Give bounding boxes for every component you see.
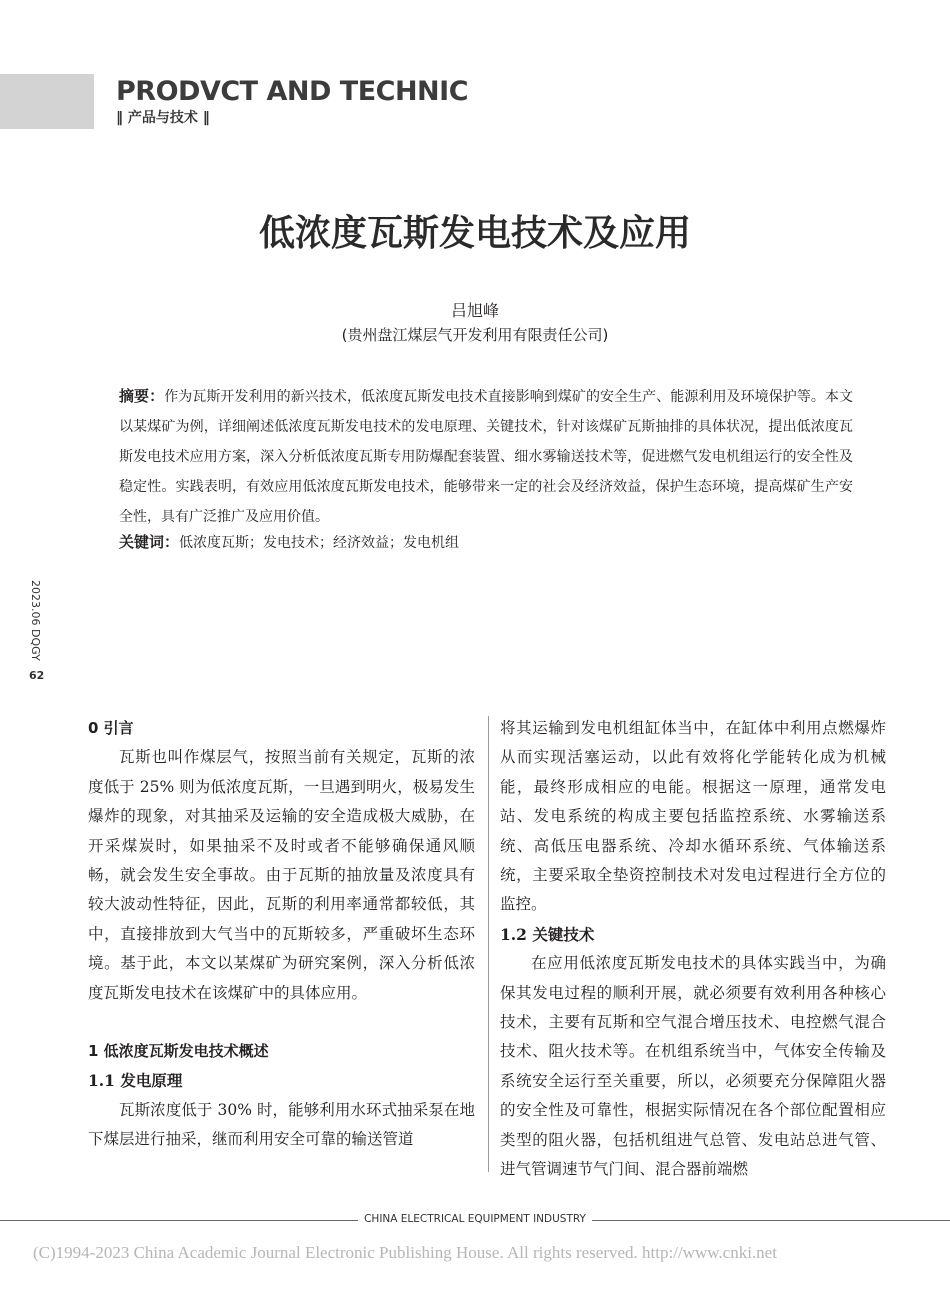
keywords-text: 低浓度瓦斯；发电技术；经济效益；发电机组 xyxy=(179,535,460,551)
abstract-text: 作为瓦斯开发利用的新兴技术，低浓度瓦斯发电技术直接影响到煤矿的安全生产、能源利用及环境保护等。本文以某煤矿为例，详细阐述低浓度瓦斯发电技术的发电原理、关键技术，针对该煤矿瓦斯抽排的具体状况，提出低浓度瓦斯发电技术应用方案，深入分析低浓度瓦斯专用防爆配套装置、细水雾输送技术等，促进燃气发电机组运行的安全性及稳定性。实践表明，有效应用低浓度瓦斯发电技术，能够带来一定的社会及经济效益，保护生态环境，提高煤矿生产安全性，具有广泛推广及应用价值。 xyxy=(119,389,853,525)
article-title: 低浓度瓦斯发电技术及应用 xyxy=(258,213,691,254)
right-column xyxy=(500,714,886,1185)
section-0-heading: 0 引言 xyxy=(88,719,134,737)
left-column xyxy=(88,714,475,1155)
abstract-label: 摘要： xyxy=(119,387,165,405)
section-1-1-heading: 1.1 发电原理 xyxy=(88,1071,183,1091)
section-title-en: PRODVCT AND TECHNIC xyxy=(116,76,469,107)
section-0-paragraph: 瓦斯也叫作煤层气，按照当前有关规定，瓦斯的浓度低于 25% 则为低浓度瓦斯，一旦遇到明火，极易发生爆炸的现象，对其抽采及运输的安全造成极大威胁，在开采煤炭时，如果抽采不及时或者不能够确保通风顺畅，就会发生安全事故。由于瓦斯的抽放量及浓度具有较大波动性特征，因此，瓦斯的利用率通常都较低，其中，直接排放到大气当中的瓦斯较多，严重破坏生态环境。基于此，本文以某煤矿为研究案例，深入分析低浓度瓦斯发电技术在该煤矿中的具体应用。 xyxy=(88,748,475,1002)
section-1-2-heading: 1.2 关键技术 xyxy=(500,924,595,944)
section-gap xyxy=(88,1008,475,1037)
section-title-cn: ‖ 产品与技术 ‖ xyxy=(116,110,210,126)
author: 吕旭峰 xyxy=(450,301,499,320)
section-1-2-paragraph: 在应用低浓度瓦斯发电技术的具体实践当中，为确保其发电过程的顺利开展，就必须要有效利用各种核心技术，主要有瓦斯和空气混合增压技术、电控燃气混合技术、阻火技术等。在机组系统当中，气体安全传输及系统安全运行至关重要，所以，必须要充分保障阻火器的安全性及可靠性，根据实际情况在各个部位配置相应类型的阻火器，包括机组进气总管、发电站总进气管、进气管调速节气门间、混合器前端燃 xyxy=(500,954,886,1179)
section-1-heading: 1 低浓度瓦斯发电技术概述 xyxy=(88,1042,269,1061)
column-divider xyxy=(488,716,489,1172)
keywords xyxy=(119,527,853,558)
page-number: 62 xyxy=(29,668,45,682)
section-1-1-paragraph-continued: 将其运输到发电机组缸体当中，在缸体中利用点燃爆炸从而实现活塞运动，以此有效将化学能转化成为机械能，最终形成相应的电能。根据这一原理，通常发电站、发电系统的构成主要包括监控系统、水雾输送系统、高低压电器系统、冷却水循环系统、气体输送系统，主要采取全垫资控制技术对发电过程进行全方位的监控。 xyxy=(500,719,886,914)
affiliation: (贵州盘江煤层气开发利用有限责任公司) xyxy=(341,326,609,344)
keywords-label: 关键词： xyxy=(119,533,180,551)
copyright-watermark: (C)1994-2023 China Academic Journal Electronic Publishing House. All rights reserved. http://www.cnki.net xyxy=(33,1243,777,1262)
abstract xyxy=(119,381,853,532)
header-gray-block xyxy=(0,74,94,129)
section-1-1-paragraph: 瓦斯浓度低于 30% 时，能够利用水环式抽采泵在地下煤层进行抽采，继而利用安全可靠的输送管道 xyxy=(88,1100,475,1149)
issue-label: 2023.06 DQGY xyxy=(29,580,42,661)
journal-name: CHINA ELECTRICAL EQUIPMENT INDUSTRY xyxy=(364,1213,586,1225)
side-meta xyxy=(29,580,45,682)
